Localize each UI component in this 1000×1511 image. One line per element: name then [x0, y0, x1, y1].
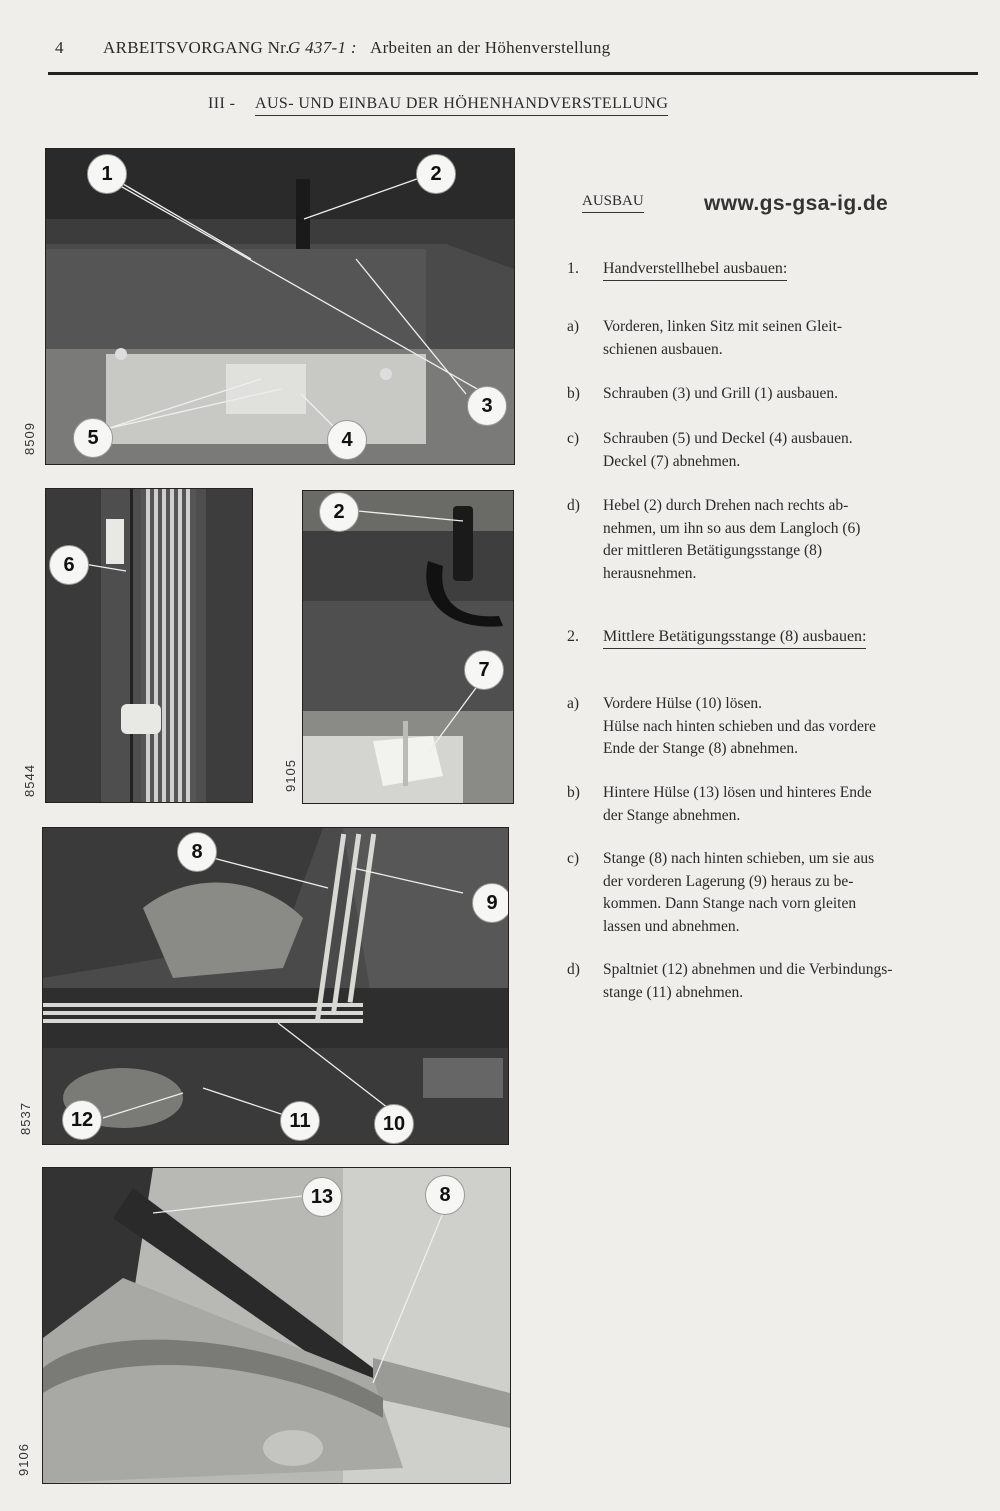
callout-1: 1	[87, 154, 127, 194]
step-1-title: Handverstellhebel ausbauen:	[603, 260, 787, 281]
step-1c-letter: c)	[567, 430, 580, 447]
figure-photo-9106	[42, 1167, 511, 1484]
figure-photo-9105	[302, 490, 514, 804]
step-2d-letter: d)	[567, 961, 580, 978]
subheading-ausbau: AUSBAU	[582, 193, 644, 213]
step-2d-text: Spaltniet (12) abnehmen und die Verbindungs- stange (11) abnehmen.	[603, 961, 893, 1001]
callout-10: 10	[374, 1104, 414, 1144]
callout-6: 6	[49, 545, 89, 585]
step-1a-text: Vorderen, linken Sitz mit seinen Gleit- schienen ausbauen.	[603, 318, 843, 358]
figure-photo-8509	[45, 148, 515, 465]
operation-label: ARBEITSVORGANG Nr.	[103, 38, 290, 57]
figure-id-9105: 9105	[283, 759, 298, 792]
figure-id-9106: 9106	[16, 1443, 31, 1476]
photo-rear-sleeve	[43, 1168, 510, 1483]
operation-code: G 437-1 :	[288, 38, 357, 57]
callout-3: 3	[467, 386, 507, 426]
callout-4: 4	[327, 420, 367, 460]
step-1-heading	[567, 260, 947, 286]
callout-2: 2	[416, 154, 456, 194]
photo-lever-removal	[303, 491, 513, 803]
step-1c-text: Schrauben (5) und Deckel (4) ausbauen. Deckel (7) abnehmen.	[603, 430, 853, 470]
step-2c-text: Stange (8) nach hinten schieben, um sie aus der vorderen Lagerung (9) heraus zu be- kommen. Dann Stange nach vorn gleiten lassen und abnehmen.	[603, 850, 875, 935]
step-1-number: 1.	[567, 260, 579, 277]
figure-photo-8544	[45, 488, 253, 803]
figure-id-8509: 8509	[22, 422, 37, 455]
callout-11: 11	[280, 1101, 320, 1141]
step-2c-letter: c)	[567, 850, 580, 867]
photo-seat-console	[46, 149, 514, 464]
callout-5: 5	[73, 418, 113, 458]
step-1d-letter: d)	[567, 497, 580, 514]
callout-7: 7	[464, 650, 504, 690]
photo-tube-bundle	[46, 489, 252, 802]
figure-photo-8537	[42, 827, 509, 1145]
header-rule	[48, 72, 978, 75]
callout-12: 12	[62, 1100, 102, 1140]
step-2-title: Mittlere Betätigungsstange (8) ausbauen:	[603, 628, 866, 649]
figure-id-8537: 8537	[18, 1102, 33, 1135]
section-title: AUS- UND EINBAU DER HÖHENHANDVERSTELLUNG	[255, 95, 668, 116]
page-number: 4	[55, 38, 64, 57]
step-2a-text: Vordere Hülse (10) lösen. Hülse nach hinten schieben und das vordere Ende der Stange (8) abnehmen.	[603, 695, 876, 757]
step-2-heading	[567, 628, 967, 654]
step-2a-letter: a)	[567, 695, 580, 712]
callout-13: 13	[302, 1177, 342, 1217]
website-watermark: www.gs-gsa-ig.de	[704, 192, 889, 215]
step-1b-letter: b)	[567, 385, 580, 402]
callout-2b: 2	[319, 492, 359, 532]
photo-underbody-rod	[43, 828, 508, 1144]
operation-title: Arbeiten an der Höhenverstellung	[370, 38, 611, 57]
step-2b-letter: b)	[567, 784, 580, 801]
callout-9: 9	[472, 883, 509, 923]
figure-id-8544: 8544	[22, 764, 37, 797]
step-1a-letter: a)	[567, 318, 580, 335]
step-1d-text: Hebel (2) durch Drehen nach rechts ab- nehmen, um ihn so aus dem Langloch (6) der mittleren Betätigungsstange (8) herausnehmen.	[603, 497, 861, 582]
callout-8b: 8	[425, 1175, 465, 1215]
step-2b-text: Hintere Hülse (13) lösen und hinteres Ende der Stange abnehmen.	[603, 784, 872, 824]
callout-8: 8	[177, 832, 217, 872]
step-2-number: 2.	[567, 628, 579, 645]
section-prefix: III -	[208, 95, 236, 112]
step-1b-text: Schrauben (3) und Grill (1) ausbauen.	[603, 385, 839, 402]
